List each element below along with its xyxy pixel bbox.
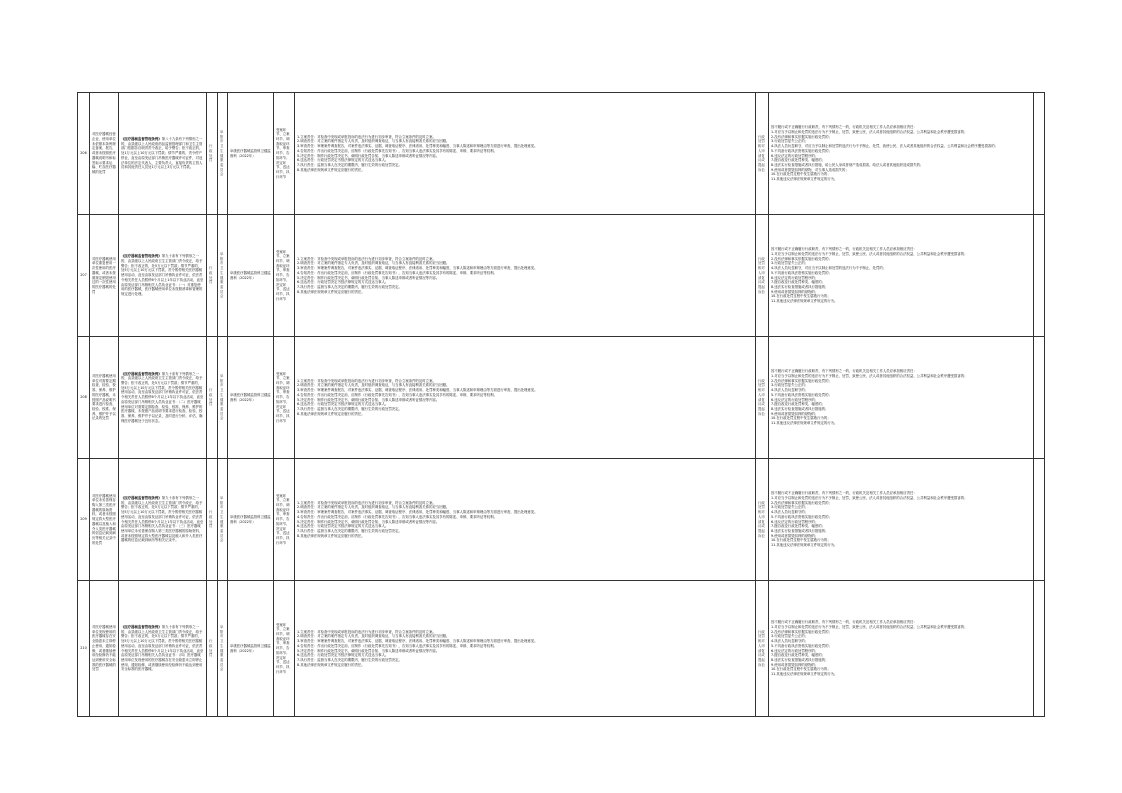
table-row (78, 581, 1045, 717)
dept-cell (228, 337, 274, 459)
text-line: 1.对应当予以制止和处罚的违法行为不予制止、处罚，致使公民、法人或者其他组织的合法权益、公共利益和社会秩序遭受损害的； (771, 624, 968, 629)
category-cell: 行政处罚 (207, 581, 218, 717)
stage-cell: 受案环节、立案环节、调查取证环节、审查环节、告知环节、决定环节、送达环节、执行环节 (274, 459, 295, 581)
text-line: 1.对应当予以制止和处罚的违法行为不予制止、处罚，致使公民、法人或者其他组织的合法权益、公共利益和社会秩序遭受损害的； (771, 373, 968, 378)
text-line: 1.对应当予以制止和处罚的违法行为不予制止、处罚，致使公民、法人或者其他组织的合法权益、公共利益和社会秩序遭受损害的； (771, 251, 968, 256)
text-line: 3.行政处罚显失公正的； (771, 261, 809, 266)
text-line: 4.告知责任：作出行政处罚决定前，应制作《行政处罚事先告知书》，告知当事人违法事实及其享有的陈述、申辩、要求听证等权利。 (297, 270, 497, 275)
text-line: 6.送达责任：行政处罚决定书按法律规定的方式送达当事人。 (297, 280, 389, 285)
subject-cell: 阜阳市卫生健康委员会 (218, 215, 228, 337)
channel-cell: 行政处罚相对人申请复议或提起诉讼 (756, 459, 769, 581)
text-line: 8.其他法律法规规章文件规定应履行的责任。 (297, 533, 365, 538)
text-line: 4.告知责任：作出行政处罚决定前，应制作《行政处罚事先告知书》，告知当事人违法事实及其享有的陈述、申辩、要求听证等权利。 (297, 392, 497, 397)
text-line: 1.对应当予以制止和处罚的违法行为不予制止、处罚，致使公民、法人或者其他组织的合法权益、公共利益和社会秩序遭受损害的； (771, 495, 968, 500)
text-line: 8.违法实行检查措施或者执行措施的； (771, 284, 829, 289)
text-line: 5.不具备行政执法资格实施行政处罚的； (771, 270, 832, 275)
text-line: 4.执法人员玩忽职守，对应当予以制止和处罚的违法行为不予制止、处罚，致使公民、法人或者其他组织的合法权益、公共利益和社会秩序遭受损害的； (771, 144, 999, 149)
dept-name: 阜康医疗器械监管科 (230, 270, 261, 275)
legal-basis-cell (119, 93, 207, 215)
text-line: 10.在行政处罚过程中发生腐败行为的； (771, 667, 831, 672)
text-line: 7.擅自改变行政处罚种类、幅度的； (771, 524, 826, 529)
text-line: 2.没有法律和事实依据实施行政处罚的； (771, 500, 832, 505)
dept-name: 阜康医疗器械监管科 (230, 514, 261, 519)
dept-cell (228, 459, 274, 581)
category-cell: 行政处罚 (207, 337, 218, 459)
item-name-cell: 对医疗器械使用单位重复使用一次性使用的医疗器械，或者未按照规定销毁使用过的一次性使用的医疗器械的处罚 (90, 215, 119, 337)
text-line: 6.送达责任：行政处罚决定书按法律规定的方式送达当事人。 (297, 402, 389, 407)
text-line: 6.违反法定的行政处罚程序的； (771, 153, 819, 158)
power-list-table (77, 92, 1045, 717)
table-row (78, 337, 1045, 459)
text-line: 6.送达责任：行政处罚决定书按法律规定的方式送达当事人。 (297, 653, 389, 658)
accountability-cell (769, 93, 1034, 215)
text-line: 1.立案责任：对检查中发现或举报投诉的违法行为进行初步审查，符合立案条件的及时立案。 (297, 500, 436, 505)
text-line: 7.擅自改变行政处罚种类、幅度的； (771, 653, 826, 658)
text-line: 7.擅自改变行政处罚种类、幅度的； (771, 158, 826, 163)
channel-cell: 行政处罚相对人申请复议或提起诉讼 (756, 581, 769, 717)
text-line: 5.不具备行政执法资格实施行政处罚的； (771, 148, 832, 153)
note-cell (1034, 93, 1045, 215)
text-line: 5.决定责任：制作行政处罚决定书，载明行政处罚告知、当事人陈述申辩或者听证情况等内容。 (297, 275, 440, 280)
text-line: 5.不具备行政执法资格实施行政处罚的； (771, 514, 832, 519)
text-line: 8.违法实行检查措施或者执行措施的； (771, 528, 829, 533)
dept-name: 阜康医疗器械监管科 (230, 148, 261, 153)
accountability-cell (769, 581, 1034, 717)
text-line: 8.其他法律法规规章文件规定应履行的责任。 (297, 167, 365, 172)
text-line: 2.调查责任：对立案的案件指定专人负责，及时组织调查取证，与当事人有直接利害关系的应当回避。 (297, 383, 450, 388)
table-body (78, 93, 1045, 717)
law-title: 《医疗器械监督管理条例》 (121, 137, 162, 142)
legal-basis-cell (119, 459, 207, 581)
text-line: 3.行政处罚显失公正的； (771, 634, 809, 639)
dept-code: 卫健监督科（2022年） (230, 270, 271, 280)
text-line: 4.告知责任：作出行政处罚决定前，应制作《行政处罚事先告知书》，告知当事人违法事实及其享有的陈述、申辩、要求听证等权利。 (297, 514, 497, 519)
table-row (78, 93, 1045, 215)
text-line: 9.使用或者损毁扣押的财物的； (771, 411, 819, 416)
responsibility-cell (295, 459, 756, 581)
subject-cell: 阜阳市卫生健康委员会 (218, 93, 228, 215)
law-text: 第九十条有下列情形之一的，由县级以上人民政府卫生主管部门责令改正，给予警告；拒不改正的，处5万元以下罚款；情节严重的，处5万元以上10万元以下罚款，责令暂停相关医疗器械使用活动，直至由原发证部门吊销执业许可证，依法责令相关责任人员暂停6个月以上1年以下执业活动，直至由原发证部门吊销相关人员执业证书：（二）医疗器械使用单位对需要定期检查、检验、校准、保养、维护的医疗器械，未按照产品说明书要求进行检查、检验、校准、保养、维护并予以记录，及时进行分析、评估，确保医疗器械处于良好状态。 (121, 371, 204, 423)
channel-cell: 行政处罚相对人申请复议或提起诉讼 (756, 337, 769, 459)
text-line: 5.决定责任：制作行政处罚决定书，载明行政处罚告知、当事人陈述申辩或者听证情况等内容。 (297, 397, 440, 402)
dept-code: 卫健监督科（2022年） (230, 643, 271, 653)
text-line: 6.违反法定的行政处罚程序的； (771, 519, 819, 524)
text-line: 2.调查责任：对立案的案件指定专人负责，及时组织调查取证，与当事人有直接利害关系的应当回避。 (297, 634, 450, 639)
text-line: 3.审查责任：审理案件调查报告，对案件违法事实、证据、调查取证程序、法律适用、处罚种类和幅度、当事人陈述和申辩理由等方面进行审查，提出处理意见。 (297, 639, 538, 644)
text-line: 1.立案责任：对检查中发现或举报投诉的违法行为进行初步审查，符合立案条件的及时立案。 (297, 256, 436, 261)
text-line: 11.其他违反法律法规规章文件规定的行为。 (771, 543, 838, 548)
category-cell: 行政处罚 (207, 93, 218, 215)
text-line: 2.调查责任：对立案的案件指定专人负责，及时组织调查取证，与当事人有直接利害关系的应当回避。 (297, 139, 450, 144)
text-line: 2.没有法律和事实依据实施行政处罚的； (771, 378, 832, 383)
dept-code: 卫健监督科（2022年） (230, 514, 271, 524)
text-line: 2.没有法律和事实依据实施行政处罚的； (771, 134, 832, 139)
stage-cell: 受案环节、立案环节、调查取证环节、审查环节、告知环节、决定环节、送达环节、执行环节 (274, 93, 295, 215)
stage-cell: 受案环节、立案环节、调查取证环节、审查环节、告知环节、决定环节、送达环节、执行环节 (274, 215, 295, 337)
text-line: 11.其他违反法律法规规章文件规定的行为。 (771, 672, 838, 677)
subject-cell: 阜阳市卫生健康委员会 (218, 459, 228, 581)
text-line: 10.在行政处罚过程中发生腐败行为的； (771, 538, 831, 543)
law-title: 《医疗器械监督管理条例》 (121, 371, 162, 376)
text-line: 9.使用或者损毁扣押的财物的； (771, 533, 819, 538)
law-text: 第九十条有下列情形之一的，由县级以上人民政府卫生主管部门责令改正，给予警告；拒不改正的，处5万元以下罚款；情节严重的，处5万元以上10万元以下罚款，责令暂停相关医疗器械使用活动，直至由原发证部门吊销执业许可证，依法责令相关责任人员暂停6个月以上1年以下执业活动，直至由原发证部门吊销相关人员执业证书：（四）医疗器械使用单位发现使用的医疗器械存在安全隐患未立即停止使用、通知检修，或者继续使用经检修仍不能达到使用安全标准的医疗器械。 (121, 624, 204, 672)
text-line: 因不履行或不正确履行行政职责，有下列情形之一的，行政机关及相关工作人员应承担相应责任： (771, 247, 917, 252)
dept-cell (228, 581, 274, 717)
dept-name: 阜康医疗器械监管科 (230, 392, 261, 397)
responsibility-cell (295, 581, 756, 717)
text-line: 7.执行责任：监督当事人在决定的期限内，履行生效的行政处罚决定。 (297, 284, 402, 289)
item-name-cell: 对医疗器械使用单位发现使用的医疗器械存在安全隐患未立即停止使用、通知检修，或者继续使用经检修仍不能达到使用安全标准的医疗器械的处罚 (90, 581, 119, 717)
dept-code: 卫健监督科（2022年） (230, 392, 271, 402)
text-line: 7.擅自改变行政处罚种类、幅度的； (771, 280, 826, 285)
text-line: 3.审查责任：审理案件调查报告，对案件违法事实、证据、调查取证程序、法律适用、处罚种类和幅度、当事人陈述和申辩理由等方面进行审查，提出处理意见。 (297, 266, 538, 271)
text-line: 9.使用或者损毁扣押的财物的； (771, 662, 819, 667)
text-line: 5.不具备行政执法资格实施行政处罚的； (771, 643, 832, 648)
text-line: 8.违法实行检查措施或者执行措施，给公民人身或者财产造成损害、给法人或者其他组织造成损失的； (771, 162, 924, 167)
text-line: 3.审查责任：审理案件调查报告，对案件违法事实、证据、调查取证程序、法律适用、处罚种类和幅度、当事人陈述和申辩理由等方面进行审查，提出处理意见。 (297, 144, 538, 149)
dept-cell (228, 93, 274, 215)
text-line: 10.在行政处罚过程中发生腐败行为的； (771, 416, 831, 421)
stage-cell: 受案环节、立案环节、调查取证环节、审查环节、告知环节、决定环节、送达环节、执行环节 (274, 581, 295, 717)
legal-basis-cell (119, 215, 207, 337)
row-number: 207 (78, 215, 90, 337)
note-cell (1034, 581, 1045, 717)
text-line: 7.执行责任：监督当事人在决定的期限内，履行生效的行政处罚决定。 (297, 162, 402, 167)
text-line: 8.违法实行检查措施或者执行措施的； (771, 406, 829, 411)
legal-basis-cell (119, 581, 207, 717)
text-line: 7.执行责任：监督当事人在决定的期限内，履行生效的行政处罚决定。 (297, 657, 402, 662)
text-line: 1.立案责任：对检查中发现或举报投诉的违法行为进行初步审查，符合立案条件的及时立案。 (297, 378, 436, 383)
accountability-cell (769, 337, 1034, 459)
text-line: 6.送达责任：行政处罚决定书按法律规定的方式送达当事人。 (297, 158, 389, 163)
text-line: 8.其他法律法规规章文件规定应履行的责任。 (297, 289, 365, 294)
text-line: 3.审查责任：审理案件调查报告，对案件违法事实、证据、调查取证程序、法律适用、处罚种类和幅度、当事人陈述和申辩理由等方面进行审查，提出处理意见。 (297, 388, 538, 393)
text-line: 6.送达责任：行政处罚决定书按法律规定的方式送达当事人。 (297, 524, 389, 529)
text-line: 因不履行或不正确履行行政职责，有下列情形之一的，行政机关及相关工作人员应承担相应责任： (771, 125, 917, 130)
text-line: 4.执法人员玩忽职守的； (771, 510, 809, 515)
channel-cell: 行政处罚相对人申请复议或提起诉讼 (756, 215, 769, 337)
law-text: 第八十九条有下列情形之一的，由县级以上人民政府药品监督管理部门和卫生主管部门依据各自职责责令改正，给予警告；拒不改正的，处1万元以上10万元以下罚款；情节严重的，责令停产停业，直至由原发证部门吊销医疗器械许可证件，对违法单位的法定代表人、主要负责人、直接负责的主管人员和其他责任人员处1万元以上3万元以下罚款。 (121, 137, 203, 170)
text-line: 6.违反法定的行政处罚程序的； (771, 275, 819, 280)
note-cell (1034, 459, 1045, 581)
text-line: 3.审查责任：审理案件调查报告，对案件违法事实、证据、调查取证程序、法律适用、处罚种类和幅度、当事人陈述和申辩理由等方面进行审查，提出处理意见。 (297, 510, 538, 515)
channel-cell: 行政处罚相对人申请复议或提起诉讼 (756, 93, 769, 215)
text-line: 4.告知责任：作出行政处罚决定前，应制作《行政处罚事先告知书》，告知当事人违法事实及其享有的陈述、申辩、要求听证等权利。 (297, 643, 497, 648)
text-line: 4.执法人员玩忽职守的； (771, 388, 809, 393)
text-line: 1.立案责任：对检查中发现或举报投诉的违法行为进行初步审查，符合立案条件的及时立案。 (297, 134, 436, 139)
category-cell: 行政处罚 (207, 459, 218, 581)
item-name-cell: 对医疗器械经营企业、使用单位未依照本条例规定备案、报告，或者未按照医疗器械说明书和标签标示要求运输、贮存医疗器械的处罚 (90, 93, 119, 215)
dept-code: 卫健监督科（2022年） (230, 148, 271, 158)
text-line: 2.没有法律和事实依据实施行政处罚的； (771, 629, 832, 634)
text-line: 10.在行政处罚过程中发生腐败行为的； (771, 172, 831, 177)
text-line: 2.调查责任：对立案的案件指定专人负责，及时组织调查取证，与当事人有直接利害关系的应当回避。 (297, 505, 450, 510)
dept-name: 阜康医疗器械监管科 (230, 643, 261, 648)
text-line: 7.擅自改变行政处罚种类、幅度的； (771, 402, 826, 407)
text-line: 因不履行或不正确履行行政职责，有下列情形之一的，行政机关及相关工作人员应承担相应责任： (771, 369, 917, 374)
text-line: 7.执行责任：监督当事人在决定的期限内，履行生效的行政处罚决定。 (297, 406, 402, 411)
text-line: 8.其他法律法规规章文件规定应履行的责任。 (297, 662, 365, 667)
law-text: 第九十条有下列情形之一的，由县级以上人民政府卫生主管部门责令改正，给予警告；拒不改正的，处5万元以下罚款；情节严重的，处5万元以上10万元以下罚款，责令暂停相关医疗器械使用活动，直至由原发证部门吊销执业许可证，依法责令相关责任人员暂停6个月以上1年以下执业活动，直至由原发证部门吊销相关人员执业证书：（一）对重复使用的医疗器械，医疗器械使用单位未按照消毒和管理的规定进行处理。 (121, 254, 204, 296)
legal-basis-cell (119, 337, 207, 459)
law-title: 《医疗器械监督管理条例》 (121, 495, 162, 500)
stage-cell: 受案环节、立案环节、调查取证环节、审查环节、告知环节、决定环节、送达环节、执行环节 (274, 337, 295, 459)
dept-cell (228, 215, 274, 337)
text-line: 8.违法实行检查措施或者执行措施的； (771, 657, 829, 662)
text-line: 5.决定责任：制作行政处罚决定书，载明行政处罚告知、当事人陈述申辩或者听证情况等内容。 (297, 648, 440, 653)
text-line: 3.行政处罚显失公正的； (771, 383, 809, 388)
text-line: 1.对应当予以制止和处罚的违法行为不予制止、处罚，致使公民、法人或者其他组织的合法权益、公共利益和社会秩序遭受损害的； (771, 129, 968, 134)
row-number: 206 (78, 93, 90, 215)
text-line: 8.其他法律法规规章文件规定应履行的责任。 (297, 411, 365, 416)
row-number: 208 (78, 337, 90, 459)
text-line: 2.没有法律和事实依据实施行政处罚的； (771, 256, 832, 261)
text-line: 4.执法人员玩忽职守的； (771, 639, 809, 644)
accountability-cell (769, 215, 1034, 337)
text-line: 11.其他违反法律法规规章文件规定的行为。 (771, 421, 838, 426)
text-line: 因不履行或不正确履行行政职责，有下列情形之一的，行政机关及相关工作人员应承担相应责任： (771, 620, 917, 625)
law-title: 《医疗器械监督管理条例》 (121, 624, 162, 629)
responsibility-cell (295, 215, 756, 337)
text-line: 3.行政处罚显失公正的； (771, 505, 809, 510)
text-line: 11.其他违反法律法规规章文件规定的行为。 (771, 177, 838, 182)
text-line: 5.不具备行政执法资格实施行政处罚的； (771, 392, 832, 397)
responsibility-cell (295, 93, 756, 215)
item-name-cell: 对医疗器械使用单位对需要定期检查、检验、校准、保养、维护的医疗器械，未按照产品说明书要求进行检查、检验、校准、保养、维护并予以记录的处罚 (90, 337, 119, 459)
subject-cell: 阜阳市卫生健康委员会 (218, 337, 228, 459)
text-line: 9.使用或者损毁扣押的财物的； (771, 289, 819, 294)
text-line: 6.违反法定的行政处罚程序的； (771, 648, 819, 653)
text-line: 10.在行政处罚过程中发生腐败行为的； (771, 294, 831, 299)
item-name-cell: 对医疗器械使用单位未妥善保存购入第三类医疗器械的原始资料，或者未按照规定将大型医疗器械以及植入和介入类医疗器械的信息记载到病历等相关记录中的处罚 (90, 459, 119, 581)
note-cell (1034, 337, 1045, 459)
law-text: 第九十条有下列情形之一的，由县级以上人民政府卫生主管部门责令改正，给予警告；拒不改正的，处5万元以下罚款；情节严重的，处5万元以上10万元以下罚款，责令暂停相关医疗器械使用活动，直至由原发证部门吊销执业许可证，依法责令相关责任人员暂停6个月以上1年以下执业活动，直至由原发证部门吊销相关人员执业证书：（三）医疗器械使用单位未妥善保存购入第三类医疗器械的原始资料，或者未按照规定将大型医疗器械以及植入和介入类医疗器械的信息记载到病历等相关记录中。 (121, 495, 204, 543)
text-line: 2.调查责任：对立案的案件指定专人负责，及时组织调查取证，与当事人有直接利害关系的应当回避。 (297, 261, 450, 266)
row-number: 209 (78, 459, 90, 581)
text-line: 4.告知责任：作出行政处罚决定前，应制作《行政处罚事先告知书》，告知当事人违法事实及其享有的陈述、申辩、要求听证等权利。 (297, 148, 497, 153)
accountability-cell (769, 459, 1034, 581)
text-line: 9.使用或者损毁扣押的财物，对当事人造成损失的； (771, 167, 849, 172)
text-line: 因不履行或不正确履行行政职责，有下列情形之一的，行政机关及相关工作人员应承担相应责任： (771, 491, 917, 496)
responsibility-cell (295, 337, 756, 459)
law-title: 《医疗器械监督管理条例》 (121, 254, 162, 259)
text-line: 5.决定责任：制作行政处罚决定书，载明行政处罚告知、当事人陈述申辩或者听证情况等内容。 (297, 153, 440, 158)
text-line: 3.行政处罚显失公正的； (771, 139, 809, 144)
note-cell (1034, 215, 1045, 337)
table-row (78, 215, 1045, 337)
subject-cell: 阜阳市卫生健康委员会 (218, 581, 228, 717)
table-row (78, 459, 1045, 581)
category-cell: 行政处罚 (207, 215, 218, 337)
text-line: 5.决定责任：制作行政处罚决定书，载明行政处罚告知、当事人陈述申辩或者听证情况等内容。 (297, 519, 440, 524)
text-line: 4.执法人员玩忽职守，对应当予以制止和处罚的违法行为不予制止、处罚的； (771, 266, 887, 271)
text-line: 1.立案责任：对检查中发现或举报投诉的违法行为进行初步审查，符合立案条件的及时立案。 (297, 629, 436, 634)
text-line: 11.其他违反法律法规规章文件规定的行为。 (771, 299, 838, 304)
row-number: 210 (78, 581, 90, 717)
text-line: 6.违反法定的行政处罚程序的； (771, 397, 819, 402)
text-line: 7.执行责任：监督当事人在决定的期限内，履行生效的行政处罚决定。 (297, 528, 402, 533)
